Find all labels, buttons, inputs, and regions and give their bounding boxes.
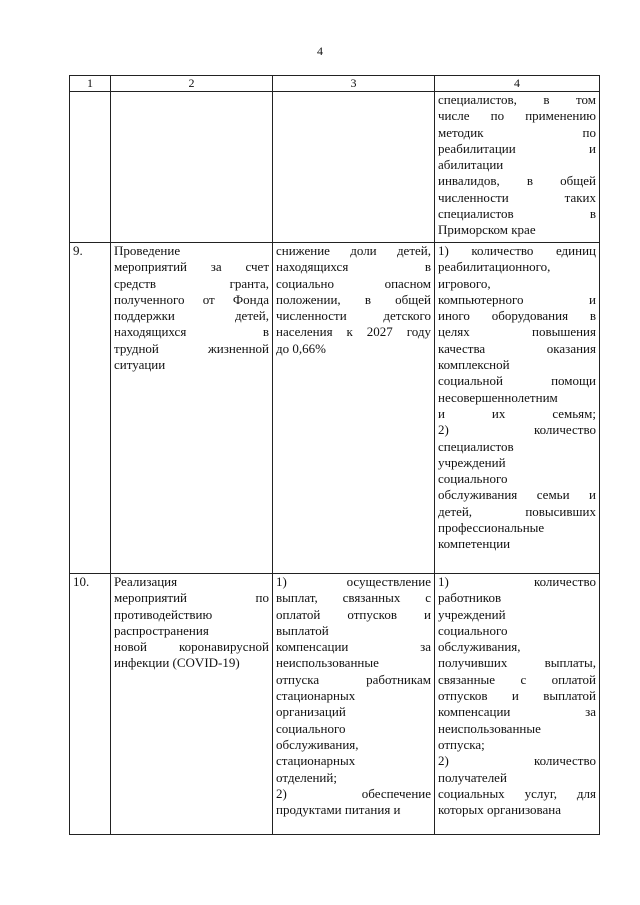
cell-line: продуктами питания и	[276, 802, 401, 818]
cell-line: игрового,	[438, 275, 491, 291]
cell-line: численности таких	[438, 189, 596, 205]
cell-line: социально опасном	[276, 275, 431, 291]
cell-line: качества оказания	[438, 340, 596, 356]
cell-line: ситуации	[114, 357, 166, 373]
cell-line: реабилитационного,	[438, 259, 551, 275]
cell-line: несовершеннолетним	[438, 389, 558, 405]
cell-line: детей, повысивших	[438, 503, 596, 519]
cell-line: учреждений	[438, 606, 506, 622]
cell-line: 2) обеспечение	[276, 785, 431, 801]
cell-line: положении, в общей	[276, 291, 431, 307]
cell-line: социальной помощи	[438, 373, 596, 389]
header-col-2: 2	[111, 76, 273, 92]
cell-line: учреждений	[438, 454, 506, 470]
table-row	[70, 574, 600, 835]
cell-line: инвалидов, в общей	[438, 173, 596, 189]
cell-line: иного оборудования в	[438, 308, 596, 324]
cell-line: оплатой отпусков и	[276, 606, 431, 622]
cell-line: связанные с оплатой	[438, 671, 596, 687]
cell-line: отделений;	[276, 769, 337, 785]
cell-line: работников	[438, 590, 502, 606]
indicator-cell	[435, 574, 600, 835]
cell-line: организаций	[276, 704, 346, 720]
cell-line: неиспользованные	[438, 720, 541, 736]
cell-line: мероприятий по	[114, 590, 269, 606]
cell-line: до 0,66%	[276, 340, 326, 356]
cell-line: социального	[438, 471, 508, 487]
row-number: 9.	[70, 243, 111, 574]
measure-name-cell	[111, 92, 273, 243]
cell-line: обслуживания,	[438, 639, 521, 655]
indicator-cell	[435, 243, 600, 574]
measure-name-cell	[111, 243, 273, 574]
header-col-3: 3	[273, 76, 435, 92]
cell-line: которых организована	[438, 802, 562, 818]
cell-line: методик по	[438, 124, 596, 140]
page-number: 4	[317, 44, 323, 58]
cell-line: инфекции (COVID-19)	[114, 655, 240, 671]
cell-line: целях повышения	[438, 324, 596, 340]
cell-line: специалистов, в том	[438, 92, 596, 107]
cell-line: Приморском крае	[438, 222, 536, 238]
cell-line: специалистов	[438, 438, 514, 454]
cell-line: средств гранта,	[114, 275, 269, 291]
cell-line: противодействию	[114, 606, 213, 622]
cell-line: компенсации за	[438, 704, 596, 720]
cell-line: отпуска;	[438, 736, 485, 752]
cell-line: компьютерного и	[438, 291, 596, 307]
row-number	[70, 92, 111, 243]
header-col-1: 1	[70, 76, 111, 92]
cell-line: получателей	[438, 769, 507, 785]
cell-line: трудной жизненной	[114, 340, 269, 356]
header-col-4: 4	[435, 76, 600, 92]
cell-line: стационарных	[276, 753, 356, 769]
cell-line: обслуживания семьи и	[438, 487, 596, 503]
expected-result-cell	[273, 92, 435, 243]
cell-line: распространения	[114, 622, 209, 638]
cell-line: социальных услуг, для	[438, 785, 596, 801]
cell-line: 1) количество	[438, 574, 596, 589]
row-number: 10.	[70, 574, 111, 835]
cell-line: выплатой	[276, 622, 329, 638]
cell-line: стационарных	[276, 688, 356, 704]
cell-line: специалистов в	[438, 206, 596, 222]
cell-line: обслуживания,	[276, 736, 359, 752]
cell-line: отпуска работникам	[276, 671, 431, 687]
cell-line: выплат, связанных с	[276, 590, 431, 606]
cell-line: полученного от Фонда	[114, 291, 269, 307]
expected-result-cell	[273, 243, 435, 574]
cell-line: отпусков и выплатой	[438, 688, 596, 704]
cell-line: численности детского	[276, 308, 431, 324]
measures-table	[69, 75, 600, 835]
cell-line: и их семьям;	[438, 405, 596, 421]
cell-line: 1) количество единиц	[438, 243, 596, 258]
cell-line: реабилитации и	[438, 140, 596, 156]
cell-line: социального	[276, 720, 346, 736]
cell-line: Реализация	[114, 574, 178, 589]
cell-line: профессиональные	[438, 520, 545, 536]
cell-line: находящихся в	[114, 324, 269, 340]
cell-line: 2) количество	[438, 422, 596, 438]
cell-line: числе по применению	[438, 108, 596, 124]
cell-line: Проведение	[114, 243, 181, 258]
cell-line: социального	[438, 622, 508, 638]
cell-line: абилитации	[438, 157, 504, 173]
cell-line: снижение доли детей,	[276, 243, 431, 258]
cell-line: комплексной	[438, 357, 510, 373]
cell-line: компенсации за	[276, 639, 431, 655]
cell-line: 2) количество	[438, 753, 596, 769]
table-row	[70, 92, 600, 243]
cell-line: новой коронавирусной	[114, 639, 269, 655]
cell-line: поддержки детей,	[114, 308, 269, 324]
cell-line: компетенции	[438, 536, 511, 552]
table-header-row	[70, 76, 600, 92]
cell-line: неиспользованные	[276, 655, 379, 671]
cell-line: 1) осуществление	[276, 574, 431, 589]
cell-line: населения к 2027 году	[276, 324, 431, 340]
measure-name-cell	[111, 574, 273, 835]
indicator-cell	[435, 92, 600, 243]
cell-line: мероприятий за счет	[114, 259, 269, 275]
expected-result-cell	[273, 574, 435, 835]
cell-line: находящихся в	[276, 259, 431, 275]
cell-line: получивших выплаты,	[438, 655, 596, 671]
table-row	[70, 243, 600, 574]
